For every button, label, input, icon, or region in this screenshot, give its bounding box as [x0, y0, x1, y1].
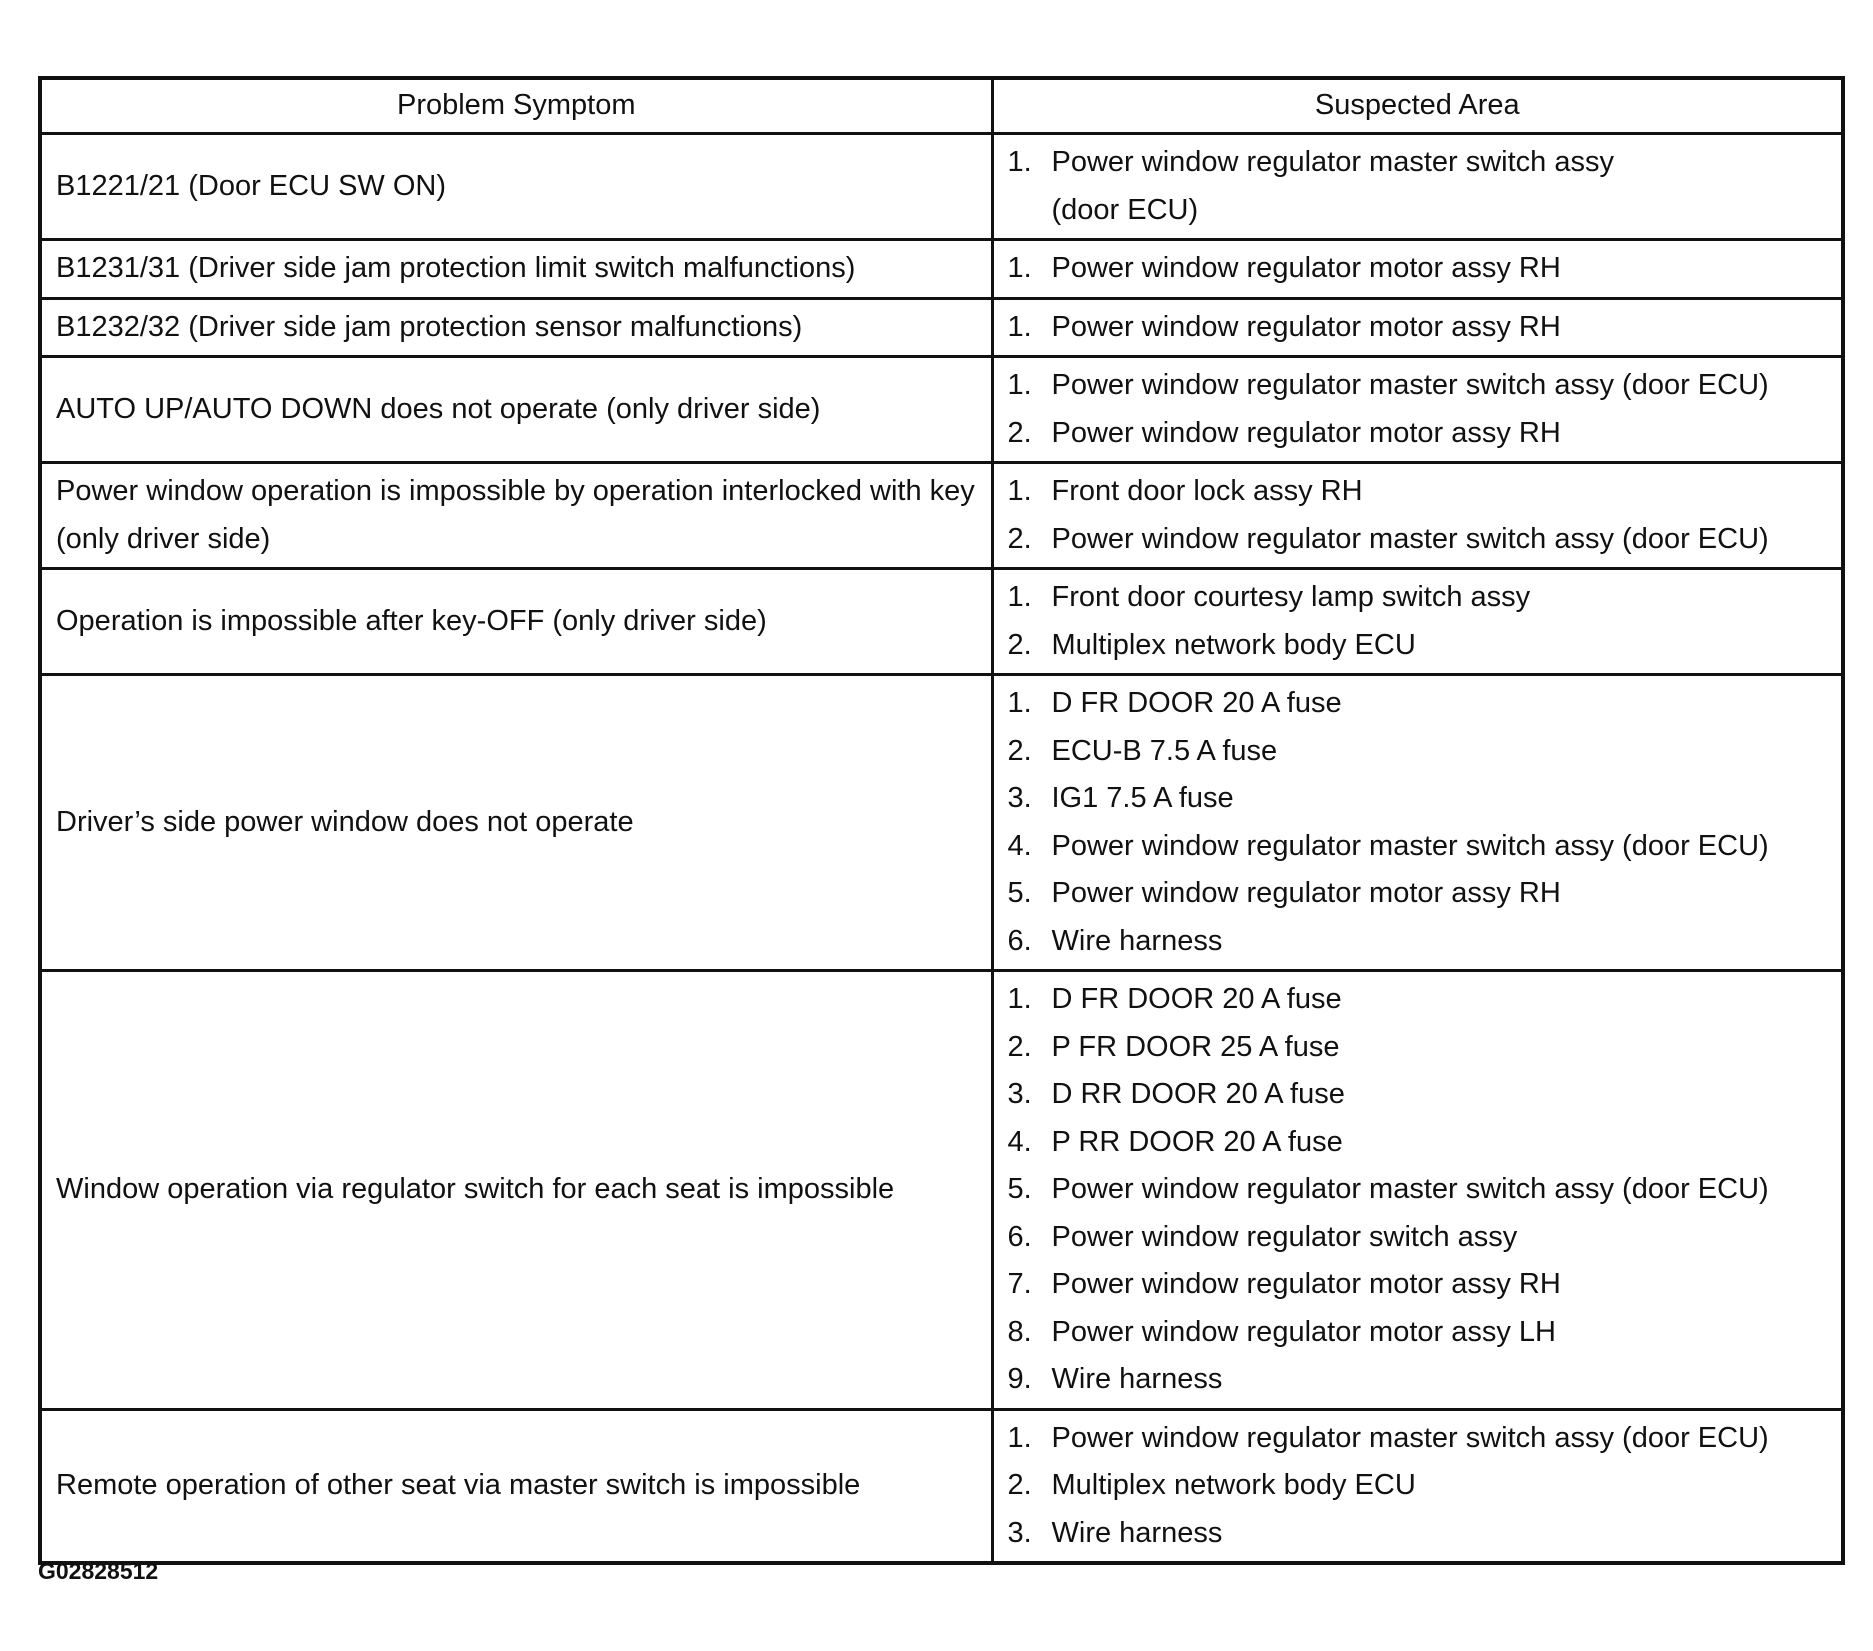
- item-number: 2.: [1007, 416, 1032, 449]
- suspected-area-cell: [992, 569, 1843, 675]
- item-text: Front door courtesy lamp switch assy: [1051, 581, 1531, 613]
- item-number: 2.: [1007, 1030, 1032, 1063]
- item-number: 8.: [1007, 1315, 1032, 1348]
- item-text: Power window regulator master switch assy (door ECU): [1051, 1421, 1769, 1454]
- suspected-area-item: [1008, 1309, 1828, 1357]
- suspected-area-cell: [992, 1409, 1843, 1563]
- item-number: 1.: [1007, 146, 1032, 178]
- table-header-row: [40, 78, 1843, 134]
- suspected-area-item: [1008, 410, 1828, 458]
- suspected-area-item: [1008, 1024, 1828, 1072]
- problem-symptom-cell: Remote operation of other seat via master switch is impossible: [40, 1409, 992, 1563]
- item-text: Power window regulator motor assy RH: [1051, 310, 1561, 343]
- suspected-area-item: [1008, 1071, 1828, 1119]
- item-number: 2.: [1007, 734, 1032, 767]
- suspected-area-item: [1008, 775, 1828, 823]
- suspected-area-item: [1008, 1214, 1828, 1262]
- item-text: Power window regulator motor assy RH: [1051, 1268, 1561, 1300]
- suspected-area-item: [1008, 728, 1828, 776]
- problem-symptom-cell: Driver’s side power window does not operate: [40, 675, 992, 971]
- item-number: 1.: [1007, 983, 1032, 1015]
- item-number: 1.: [1007, 252, 1032, 284]
- table-row: [40, 463, 1843, 569]
- item-text: Power window regulator master switch assy (door ECU): [1051, 522, 1769, 555]
- item-number: 1.: [1007, 310, 1032, 343]
- suspected-area-item: [1008, 1261, 1828, 1309]
- table-row: [40, 569, 1843, 675]
- item-number: 7.: [1007, 1268, 1032, 1300]
- item-text: P RR DOOR 20 A fuse: [1051, 1125, 1343, 1158]
- item-number: 3.: [1007, 782, 1032, 814]
- item-text: D RR DOOR 20 A fuse: [1051, 1078, 1345, 1110]
- figure-id: G02828512: [38, 1558, 159, 1584]
- problem-symptom-cell: Operation is impossible after key-OFF (only driver side): [40, 569, 992, 675]
- table-row: [40, 134, 1843, 240]
- table-row: [40, 357, 1843, 463]
- item-text: Power window regulator master switch assy: [1051, 146, 1614, 178]
- table-body: [40, 134, 1843, 1564]
- item-text: Power window regulator switch assy: [1051, 1220, 1518, 1253]
- suspected-area-item: [1008, 1462, 1828, 1510]
- item-text: Power window regulator master switch assy (door ECU): [1051, 829, 1769, 862]
- table-row: [40, 298, 1843, 357]
- suspected-area-item: [1008, 1166, 1828, 1214]
- item-number: 3.: [1007, 1516, 1032, 1549]
- item-number: 2.: [1007, 522, 1032, 555]
- suspected-area-item: [1008, 976, 1828, 1024]
- item-number: 2.: [1007, 628, 1032, 661]
- item-text: Wire harness: [1051, 924, 1223, 957]
- suspected-area-item: [1008, 574, 1828, 622]
- item-text: Power window regulator motor assy LH: [1051, 1315, 1556, 1348]
- item-number: 1.: [1007, 475, 1032, 507]
- suspected-area-cell: [992, 357, 1843, 463]
- suspected-area-cell: [992, 298, 1843, 357]
- suspected-area-item: [1008, 622, 1828, 670]
- item-text: Front door lock assy RH: [1051, 475, 1363, 507]
- header-suspected-area: Suspected Area: [992, 78, 1843, 134]
- suspected-area-item: [1008, 362, 1828, 410]
- item-text: Multiplex network body ECU: [1051, 1469, 1416, 1501]
- item-number: 1.: [1007, 687, 1032, 719]
- suspected-area-item: [1008, 245, 1828, 293]
- suspected-area-cell: [992, 134, 1843, 240]
- item-text: Multiplex network body ECU: [1051, 628, 1416, 661]
- problem-symptom-cell: B1232/32 (Driver side jam protection sensor malfunctions): [40, 298, 992, 357]
- item-number: 1.: [1007, 1421, 1032, 1454]
- item-number: 6.: [1007, 924, 1032, 957]
- suspected-area-cell: [992, 240, 1843, 299]
- suspected-area-item: [1008, 823, 1828, 871]
- suspected-area-item: [1008, 1356, 1828, 1404]
- table-row: [40, 971, 1843, 1410]
- item-number: 1.: [1007, 581, 1032, 613]
- item-number: 4.: [1007, 1125, 1032, 1158]
- item-number: 6.: [1007, 1220, 1032, 1253]
- item-text: Power window regulator motor assy RH: [1051, 877, 1561, 909]
- item-text: Power window regulator motor assy RH: [1051, 252, 1561, 284]
- problem-symptom-cell: B1221/21 (Door ECU SW ON): [40, 134, 992, 240]
- item-text: P FR DOOR 25 A fuse: [1051, 1030, 1340, 1063]
- item-text: Wire harness: [1051, 1363, 1223, 1395]
- suspected-area-cell: [992, 675, 1843, 971]
- item-number: 3.: [1007, 1078, 1032, 1110]
- item-number: 1.: [1007, 369, 1032, 401]
- item-text: Wire harness: [1051, 1516, 1223, 1549]
- item-text: Power window regulator master switch assy (door ECU): [1051, 369, 1769, 401]
- suspected-area-item: [1008, 1119, 1828, 1167]
- problem-symptoms-table: [38, 76, 1845, 1565]
- table-row: [40, 1409, 1843, 1563]
- suspected-area-item: [1008, 304, 1828, 352]
- item-continuation: (door ECU): [1051, 193, 1199, 226]
- item-text: ECU-B 7.5 A fuse: [1051, 734, 1278, 767]
- item-number: 9.: [1007, 1363, 1032, 1395]
- problem-symptom-cell: B1231/31 (Driver side jam protection limit switch malfunctions): [40, 240, 992, 299]
- suspected-area-cell: [992, 463, 1843, 569]
- item-text: D FR DOOR 20 A fuse: [1051, 983, 1342, 1015]
- table-row: [40, 675, 1843, 971]
- item-number: 2.: [1007, 1469, 1032, 1501]
- item-text: Power window regulator master switch assy (door ECU): [1051, 1173, 1769, 1205]
- item-text: Power window regulator motor assy RH: [1051, 416, 1561, 449]
- problem-symptom-cell: Power window operation is impossible by operation interlocked with key (only driver side): [40, 463, 992, 569]
- header-problem-symptom: Problem Symptom: [40, 78, 992, 134]
- problem-symptom-cell: AUTO UP/AUTO DOWN does not operate (only driver side): [40, 357, 992, 463]
- suspected-area-item: [1008, 1510, 1828, 1558]
- item-number: 5.: [1007, 1173, 1032, 1205]
- suspected-area-cell: [992, 971, 1843, 1410]
- suspected-area-item: [1008, 1415, 1828, 1463]
- item-text: IG1 7.5 A fuse: [1051, 782, 1234, 814]
- suspected-area-item: [1008, 918, 1828, 966]
- item-number: 5.: [1007, 877, 1032, 909]
- suspected-area-item: [1008, 139, 1828, 187]
- item-text: D FR DOOR 20 A fuse: [1051, 687, 1342, 719]
- suspected-area-item: [1008, 516, 1828, 564]
- problem-symptom-cell: Window operation via regulator switch for each seat is impossible: [40, 971, 992, 1410]
- suspected-area-item: [1008, 870, 1828, 918]
- table-row: [40, 240, 1843, 299]
- item-number: 4.: [1007, 829, 1032, 862]
- suspected-area-item: [1008, 468, 1828, 516]
- suspected-area-item: [1008, 680, 1828, 728]
